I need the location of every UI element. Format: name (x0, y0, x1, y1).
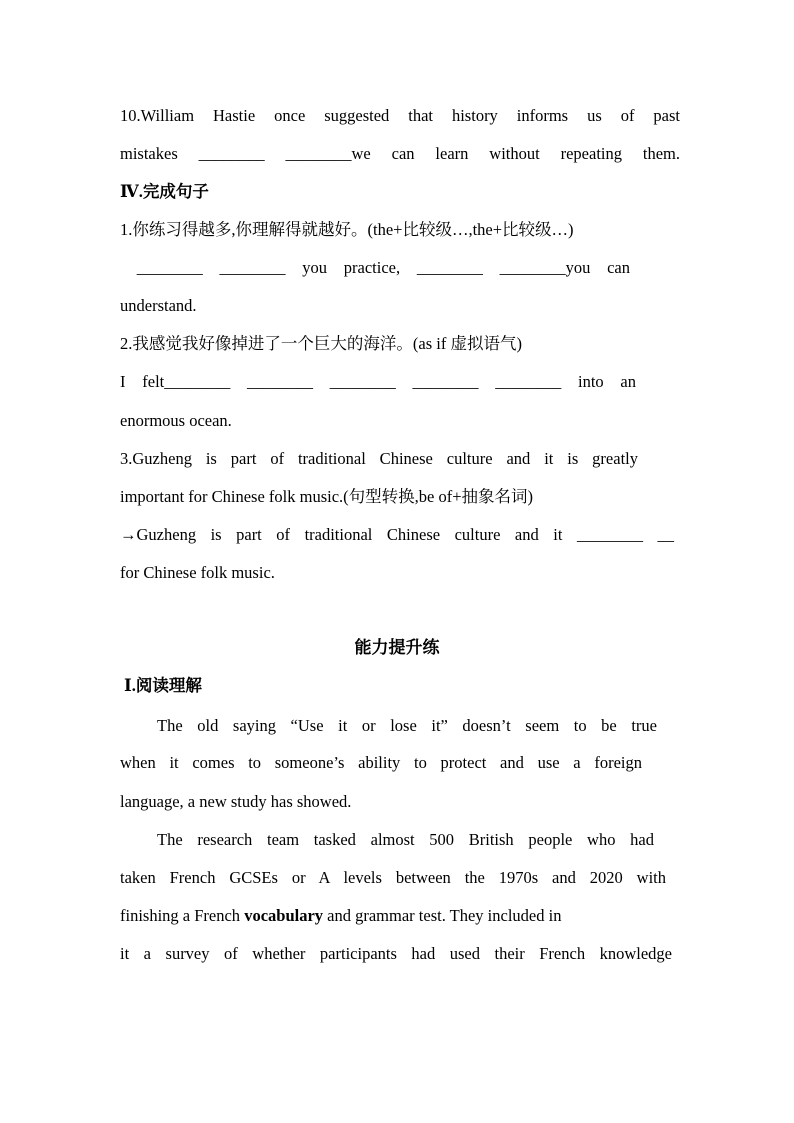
q3-line-4: for Chinese folk music. (120, 563, 275, 582)
p2-line-3 (120, 904, 680, 928)
p1-line-2: when it comes to someone’s ability to protect and use a foreign (120, 753, 642, 772)
q2-blanks-line: I felt________ ________ ________ ________ ________ into an (120, 372, 636, 391)
item-10-line-2: mistakes ________ ________we can learn without repeating them. (120, 144, 680, 163)
advanced-title: 能力提升练 (354, 638, 440, 657)
q1-line-3: understand. (120, 296, 197, 315)
p2-line-3-pre: finishing a French (120, 906, 245, 925)
p2-line-1: The research team tasked almost 500 British people who had (157, 830, 654, 849)
p2-line-2: taken French GCSEs or A levels between the 1970s and 2020 with (120, 868, 666, 887)
p2-line-3-post: and grammar test. They included in (323, 906, 562, 925)
p1-line-1: The old saying “Use it or lose it” doesn’t seem to be true (157, 716, 657, 735)
q1-blanks-line: ________ ________ you practice, ________ ________you can (120, 258, 630, 277)
q2-prompt: 2.我感觉我好像掉进了一个巨大的海洋。(as if 虚拟语气) (120, 334, 522, 353)
q1-prompt: 1.你练习得越多,你理解得就越好。(the+比较级…,the+比较级…) (120, 220, 574, 239)
q3-line-3: →Guzheng is part of traditional Chinese culture and it ________ __ (120, 525, 674, 544)
section-4-heading: Ⅳ.完成句子 (120, 182, 209, 201)
reading-heading: Ⅰ.阅读理解 (124, 676, 202, 695)
q2-line-3: enormous ocean. (120, 411, 232, 430)
vocabulary-bold-word: vocabulary (244, 906, 324, 925)
q3-line-1: 3.Guzheng is part of traditional Chinese culture and it is greatly (120, 449, 638, 468)
p2-line-4: it a survey of whether participants had used their French knowledge (120, 944, 672, 963)
item-10-line-1: 10.William Hastie once suggested that history informs us of past (120, 106, 680, 125)
q3-line-2: important for Chinese folk music.(句型转换,be of+抽象名词) (120, 487, 534, 506)
p1-line-3: language, a new study has showed. (120, 792, 352, 811)
